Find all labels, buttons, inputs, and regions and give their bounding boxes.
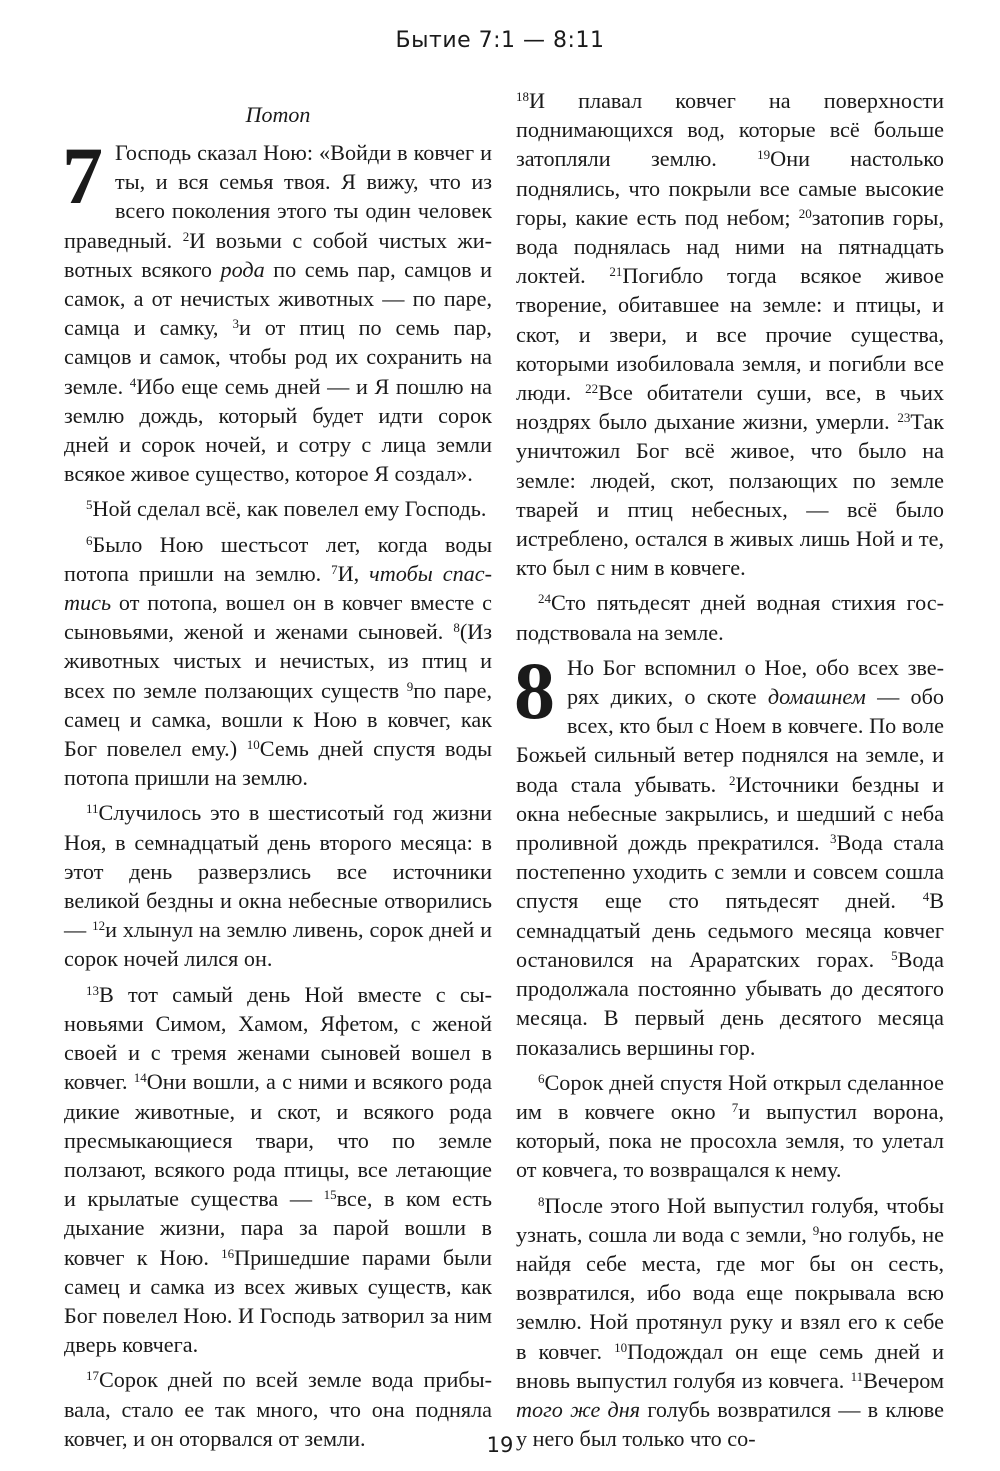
verse-number: 21 xyxy=(609,264,623,280)
verse-number: 9 xyxy=(406,678,414,694)
verse-text: Они настолько поднялись, что покрыли все самые высокие горы, какие есть под небом; xyxy=(516,146,944,230)
verse-text: но голубь, не найдя себе места, где мог бы он сесть, возвратился, ибо вода еще покрывала всю землю. Ной протянул руку и взял его к себе в ковчег. xyxy=(516,1221,944,1364)
verse-number: 5 xyxy=(891,947,898,963)
verse-number: 7 xyxy=(731,1099,739,1115)
verse-text: Все обитатели суши, все, в чьих ноздрях было дыхание жизни, умерли. xyxy=(516,380,944,435)
verse-text: и от птиц по семь пар, самцов и самок, чтобы род их сохранить на земле. xyxy=(64,315,492,399)
verse-text: Сорок дней спустя Ной открыл сделанное им в ковчеге окно xyxy=(516,1069,944,1124)
section-title: Потоп xyxy=(245,102,311,127)
verse-number: 4 xyxy=(922,889,930,905)
verse-text: Но Бог вспомнил о Ное, обо всех зверях диких, о скоте xyxy=(567,654,944,710)
verse-text: Так уничтожил Бог всё живое, что было на земле: людей, скот, ползающих по земле тварей и птиц небесных, — всё было истреблено, остался в живых лишь Ной и те, кто был с ним в ковчеге. xyxy=(516,409,944,581)
verse-text: Случилось это в шестисотый год жизни Ноя, в семнадцатый день второго месяца: в этот день разверзлись все источники великой бездны и окна небесные отворились — xyxy=(64,800,492,943)
verse-text: (Из животных чистых и нечистых, из птиц и всех по земле ползающих существ xyxy=(64,619,492,703)
italic-text: чтобы спастись xyxy=(64,560,492,616)
verse-number: 7 xyxy=(331,561,338,577)
verse-text: и хлынул на землю ливень, сорок дней и сорок ночей лился он. xyxy=(64,917,492,972)
verse-text: Они вошли, а с ними и всякого рода дикие животные, и скот, и всякого рода пресмыкающиеся твари, что по земле ползают, всякого рода птицы, все летающие и крылатые существа — xyxy=(64,1069,492,1212)
verse-text: Сорок дней по всей земле вода прибывала, стало ее так много, что она подняла ковчег, и он оторвался от земли. xyxy=(64,1367,492,1451)
verse-text: Погибло тогда всякое живое творение, обитавшее на земле: и птицы, и скот, и звери, и все прочие существа, которыми изобиловала земля, и погибли все люди. xyxy=(516,263,944,406)
verse-number: 15 xyxy=(323,1187,337,1203)
verse-number: 20 xyxy=(798,205,812,221)
right-column xyxy=(516,86,944,1459)
verse-text: И, xyxy=(337,560,370,586)
verse-number: 16 xyxy=(221,1245,235,1261)
verse-number: 4 xyxy=(129,374,137,390)
chapter-number-7: 7 xyxy=(62,130,103,221)
verse-number: 19 xyxy=(757,147,771,163)
verse-text: голубь возвратился — в клюве у него был только что со- xyxy=(516,1396,944,1452)
verse-number: 13 xyxy=(86,982,99,998)
paragraph-8-1 xyxy=(514,644,944,1062)
italic-text: домашнем xyxy=(767,684,866,710)
paragraph-7-24 xyxy=(516,588,944,646)
verse-text: После этого Ной выпустил голубя, чтобы узнать, сошла ли вода с земли, xyxy=(516,1192,944,1247)
verse-text: затопив горы, вода поднялась над ними на пятнадцать локтей. xyxy=(516,204,944,289)
verse-text: Источники бездны и окна небесные закрылись, и шедший с неба проливной дождь прекратился. xyxy=(516,771,944,856)
verse-text: В тот самый день Ной вместе с сыновьями Симом, Хамом, Яфетом, с женой своей и с тремя женами сыновей вошел в ковчег. xyxy=(64,981,492,1095)
left-column xyxy=(64,88,492,1459)
verse-text: и выпустил ворона, который, пока не просохла земля, то улетал от ковчега, то возвращался к нему. xyxy=(516,1098,944,1183)
verse-number: 18 xyxy=(516,89,529,104)
verse-number: 6 xyxy=(538,1070,545,1086)
verse-number: 3 xyxy=(829,831,837,847)
verse-number: 6 xyxy=(86,532,93,548)
paragraph-7-18 xyxy=(516,86,944,582)
verse-text: по паре, самец и самка, вошли к Ною в ковчег, как Бог повелел ему.) xyxy=(64,677,492,762)
verse-text: по семь пар, самцов и самок, а от нечистых животных — по паре, самца и самку, xyxy=(64,256,493,341)
verse-text: все, в ком есть дыхание жизни, пара за парой вошли в ковчег к Ною. xyxy=(64,1186,493,1270)
verse-number: 2 xyxy=(729,772,736,788)
italic-text: рода xyxy=(220,256,265,282)
verse-number: 9 xyxy=(812,1222,820,1238)
verse-text: Вода стала постепенно уходить с земли и совсем сошла спустя еще сто пятьдесят дней. xyxy=(516,830,944,914)
verse-number: 24 xyxy=(538,591,551,607)
italic-text: того же дня xyxy=(516,1396,641,1422)
verse-number: 17 xyxy=(86,1368,99,1384)
verse-number: 23 xyxy=(897,410,911,426)
verse-text: от потопа, вошел он в ковчег вместе с сыновьями, женой и женами сыновей. xyxy=(64,590,492,645)
verse-text: Было Ною шестьсот лет, когда воды потопа пришли на землю. xyxy=(64,531,492,586)
verse-text: Ной сделал всё, как повелел ему Господь. xyxy=(92,496,487,522)
verse-number: 2 xyxy=(182,228,190,244)
verse-text: Семь дней спустя воды потопа пришли на землю. xyxy=(64,736,492,791)
paragraph-7-11 xyxy=(64,798,492,973)
paragraph-8-8 xyxy=(516,1191,944,1454)
verse-text: Пришедшие парами были самец и самка из всех живых существ, как Бог повелел Ною. И Господь затворил за ним дверь ковчега. xyxy=(64,1244,492,1358)
paragraph-8-6 xyxy=(516,1068,944,1185)
verse-text: И возьми с собой чистых животных всякого xyxy=(64,227,492,282)
page-number: 19 xyxy=(486,1433,514,1457)
verse-number: 8 xyxy=(453,620,460,636)
verse-number: 10 xyxy=(614,1339,628,1355)
verse-number: 5 xyxy=(86,497,93,513)
verse-text: В семнадцатый день седьмого месяца ковчег остановился на Араратских горах. xyxy=(516,888,944,972)
verse-text: Сто пятьдесят дней водная стихия господствовала на земле. xyxy=(516,590,944,645)
chapter-number-8: 8 xyxy=(514,644,555,736)
verse-text: Господь сказал Ною: «Войди в ковчег и ты, и вся семья твоя. Я вижу, что из всего поколения этого ты один человек праведный. xyxy=(64,140,492,253)
verse-text: Вода продолжала постоянно убывать до десятого месяца. В первый день десятого месяца показались вершины гор. xyxy=(516,946,944,1060)
verse-text: Подождал он еще семь дней и вновь выпустил голубя из ковчега. xyxy=(516,1338,944,1393)
verse-number: 3 xyxy=(232,316,239,332)
verse-text: Вечером xyxy=(863,1367,944,1393)
paragraph-7-5 xyxy=(64,494,492,523)
verse-number: 11 xyxy=(850,1368,864,1384)
verse-number: 22 xyxy=(585,381,599,397)
running-head: Бытие 7:1 — 8:11 xyxy=(395,28,605,53)
verse-text: Ибо еще семь дней — и Я пошлю на землю дождь, который будет идти сорок дней и сорок ночей, и сотру с лица земли всякое живое существо, которое Я создал». xyxy=(64,373,492,487)
paragraph-7-1 xyxy=(62,130,493,488)
verse-text: И плавал ковчег на поверхности поднимающихся вод, которые всё больше затопляли землю. xyxy=(516,88,944,172)
verse-number: 10 xyxy=(246,737,260,753)
verse-number: 14 xyxy=(133,1070,147,1086)
verse-number: 8 xyxy=(538,1193,545,1209)
verse-number: 11 xyxy=(86,801,99,817)
verse-text: — обо всех, кто был с Ноем в ковчеге. По воле Божьей сильный ветер поднялся на земле, и вода стала убывать. xyxy=(516,684,944,797)
paragraph-7-13 xyxy=(64,980,492,1360)
paragraph-7-6 xyxy=(64,530,492,793)
verse-number: 12 xyxy=(92,918,106,934)
